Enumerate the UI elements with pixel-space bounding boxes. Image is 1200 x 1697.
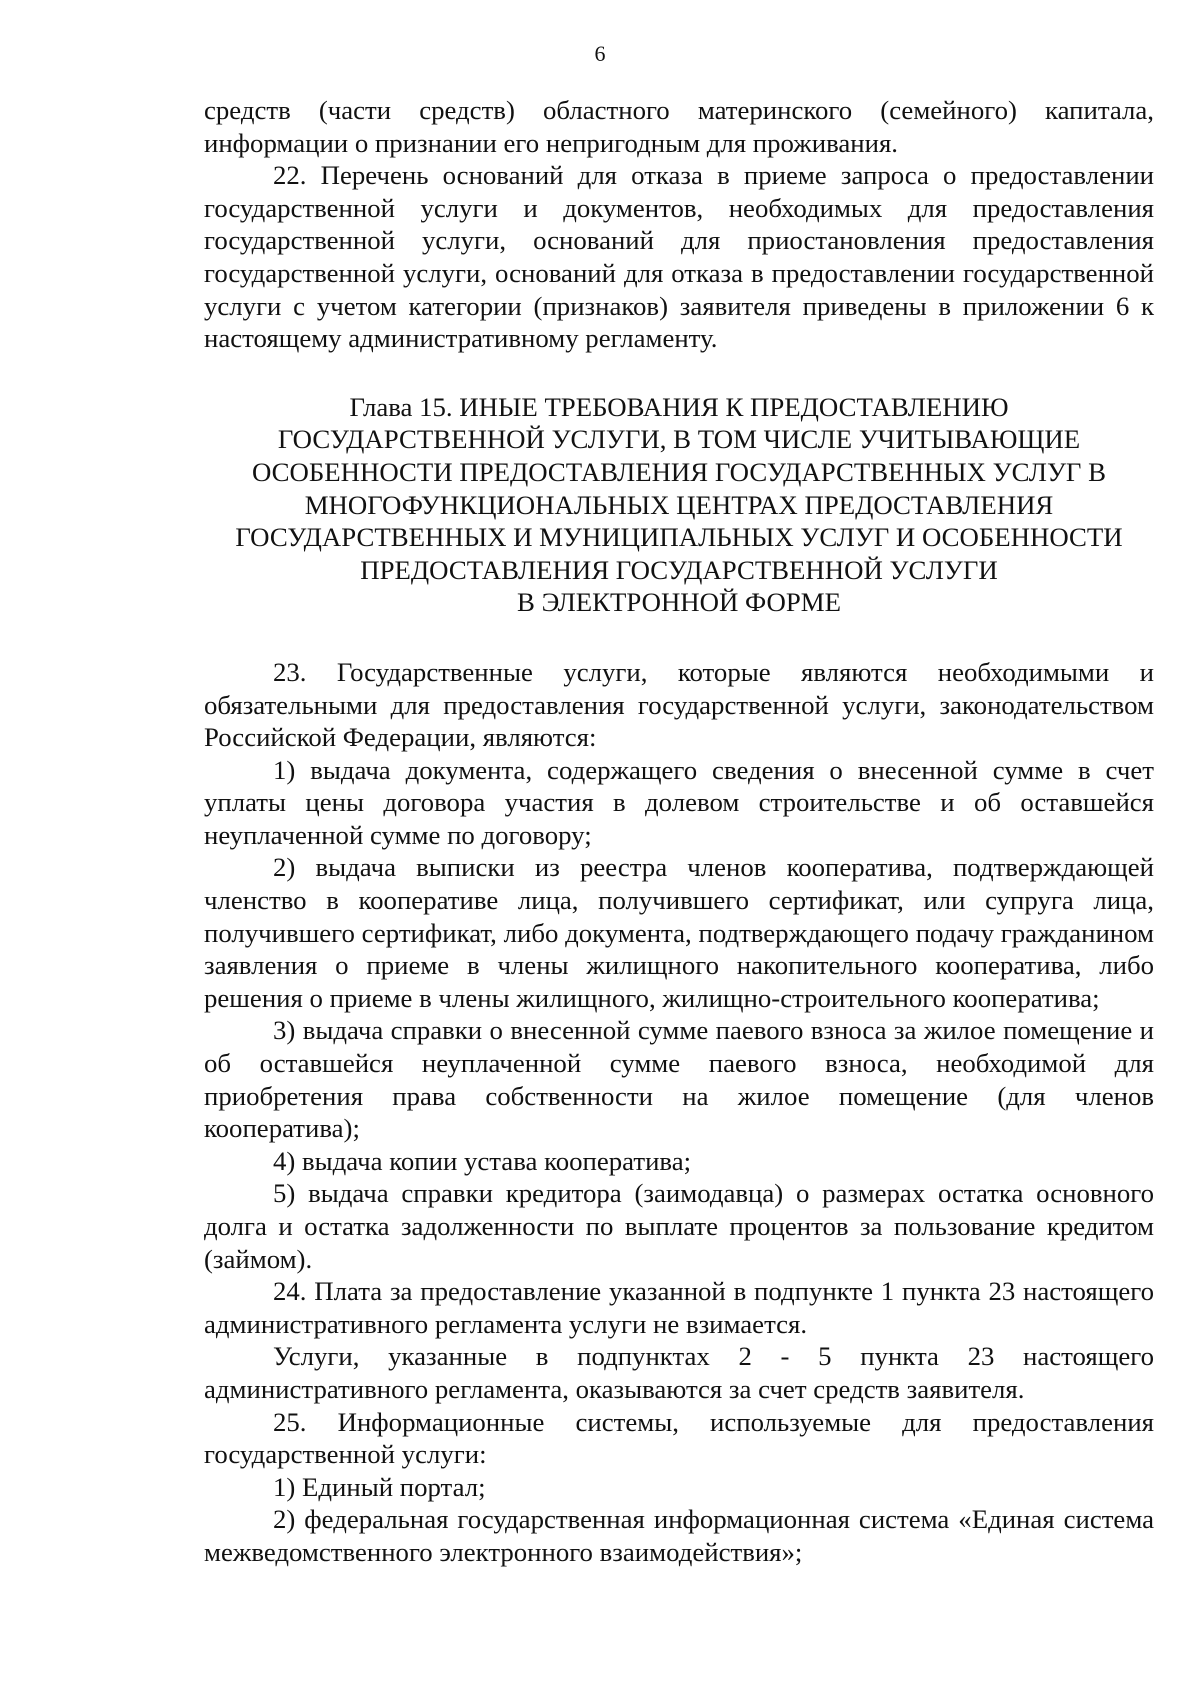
- list-item-25-1: 1) Единый портал;: [273, 1471, 486, 1502]
- paragraph-25: 25. Информационные системы, используемые для предоставления государственной услуги:: [204, 1406, 1154, 1470]
- heading-line: ГОСУДАРСТВЕННЫХ И МУНИЦИПАЛЬНЫХ УСЛУГ И ОСОБЕННОСТИ: [235, 522, 1123, 553]
- heading-line: В ЭЛЕКТРОННОЙ ФОРМЕ: [517, 587, 841, 618]
- paragraph-24: 24. Плата за предоставление указанной в подпункте 1 пункта 23 настоящего административного регламента услуги не взимается.: [204, 1276, 1154, 1339]
- paragraph-24-services: Услуги, указанные в подпунктах 2 - 5 пункта 23 настоящего административного регламента, оказываются за счет средств заявителя.: [204, 1341, 1154, 1404]
- list-item-23-2: 2) выдача выписки из реестра членов кооператива, подтверждающей членство в кооперативе лица, получившего сертификат, или супруга лица, получившего сертификат, либо документа, подтверждающего подачу гражданином заявления о приеме в члены жилищного накопительного кооператива, либо решения о приеме в члены жилищного, жилищно-строительного кооператива;: [204, 852, 1154, 1013]
- paragraph-23: 23. Государственные услуги, которые являются необходимыми и обязательными для предоставления государственной услуги, законодательством Российской Федерации, являются:: [204, 656, 1154, 753]
- document-body: [204, 94, 1154, 1569]
- paragraph-continuation: средств (части средств) областного материнского (семейного) капитала, информации о признании его непригодным для проживания.: [204, 95, 1154, 158]
- list-item-23-3: 3) выдача справки о внесенной сумме паевого взноса за жилое помещение и об оставшейся неуплаченной сумме паевого взноса, необходимой для приобретения права собственности на жилое помещение (для членов кооператива);: [204, 1015, 1154, 1144]
- list-item-23-5: 5) выдача справки кредитора (заимодавца) о размерах остатка основного долга и остатка задолженности по выплате процентов за пользование кредитом (займом).: [204, 1178, 1154, 1274]
- chapter-heading: [204, 391, 1154, 619]
- heading-line: ОСОБЕННОСТИ ПРЕДОСТАВЛЕНИЯ ГОСУДАРСТВЕННЫХ УСЛУГ В: [252, 456, 1106, 487]
- list-item-23-1: 1) выдача документа, содержащего сведения о внесенной сумме в счет уплаты цены договора участия в долевом строительстве и об оставшейся неуплаченной сумме по договору;: [204, 754, 1154, 850]
- list-item-23-4: 4) выдача копии устава кооператива;: [273, 1145, 692, 1176]
- paragraph-22: 22. Перечень оснований для отказа в приеме запроса о предоставлении государственной услуги и документов, необходимых для предоставления государственной услуги, оснований для приостановления предоставления государственной услуги, оснований для отказа в предоставлении государственной услуги с учетом категории (признаков) заявителя приведены в приложении 6 к настоящему административному регламенту.: [204, 160, 1154, 354]
- heading-line: МНОГОФУНКЦИОНАЛЬНЫХ ЦЕНТРАХ ПРЕДОСТАВЛЕНИЯ: [304, 489, 1054, 520]
- heading-line: ГОСУДАРСТВЕННОЙ УСЛУГИ, В ТОМ ЧИСЛЕ УЧИТЫВАЮЩИЕ: [277, 424, 1081, 455]
- heading-line: Глава 15. ИНЫЕ ТРЕБОВАНИЯ К ПРЕДОСТАВЛЕНИЮ: [349, 391, 1009, 422]
- list-item-25-2: 2) федеральная государственная информационная система «Единая система межведомственного электронного взаимодействия»;: [204, 1504, 1154, 1567]
- heading-line: ПРЕДОСТАВЛЕНИЯ ГОСУДАРСТВЕННОЙ УСЛУГИ: [360, 554, 998, 585]
- page-number: 6: [594, 41, 606, 66]
